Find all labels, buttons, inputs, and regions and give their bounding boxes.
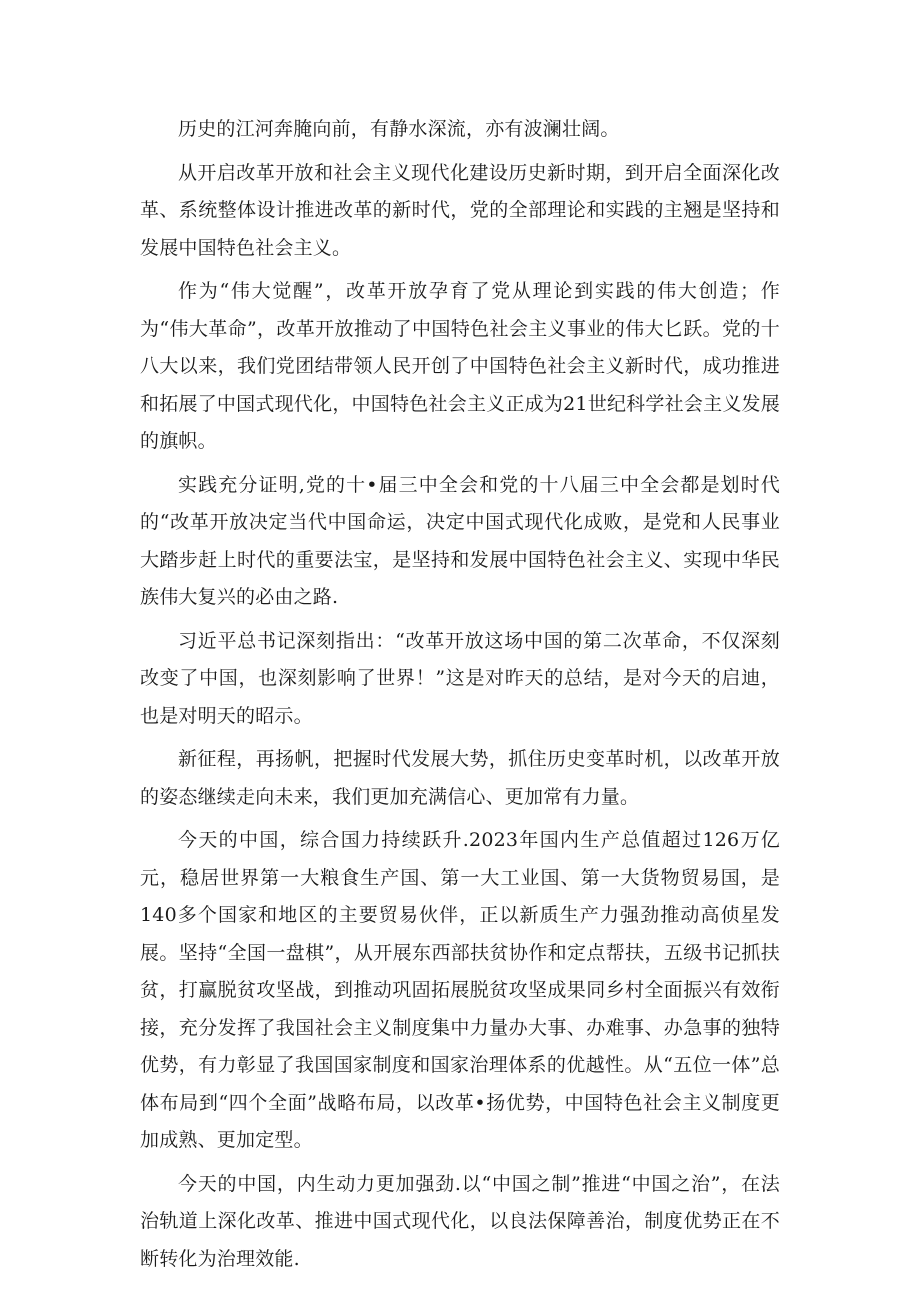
paragraph-7: 今天的中国，综合国力持续跃升.2023年国内生产总值超过126万亿元，稳居世界第一大粮食生产国、第一大工业国、第一大货物贸易国，是140多个国家和地区的主要贸易伙伴，正以新质生产力强劲推动高侦星发展。坚持“全国一盘棋”，从开展东西部扶贫协作和定点帮扶，五级书记抓扶贫，打赢脱贫攻坚战，到推动巩固拓展脱贫攻坚成果同乡村全面振兴有效衔接，充分发挥了我国社会主义制度集中力量办大事、办难事、办急事的独特优势，有力彰显了我国国家制度和国家治理体系的优越性。从“五位一体”总体布局到“四个全面”战略布局，以改革•扬优势，中国特色社会主义制度更加成熟、更加定型。 (140, 829, 780, 1151)
paragraph-2: 从开启改革开放和社会主义现代化建设历史新时期，到开启全面深化改革、系统整体设计推进改革的新时代，党的全部理论和实践的主翘是坚持和发展中国特色社会主义。 (140, 161, 780, 259)
paragraph-4: 实践充分证明,党的十•届三中全会和党的十八届三中全会都是划时代的“改革开放决定当代中国命运，决定中国式现代化成败，是党和人民事业大踏步赶上时代的重要法宝，是坚持和发展中国特色社会主义、实现中华民族伟大复兴的必由之路. (140, 473, 780, 608)
paragraph-6: 新征程，再扬帆，把握时代发展大势，抓住历史变革时机，以改革开放的姿态继续走向未来，我们更加充满信心、更加常有力量。 (140, 748, 780, 808)
paragraph-3: 作为“伟大觉醒”，改革开放孕育了党从理论到实践的伟大创造；作为“伟大革命”，改革开放推动了中国特色社会主义事业的伟大匕跃。党的十八大以来，我们党团结带领人民开创了中国特色社会主义新时代，成功推进和拓展了中国式现代化，中国特色社会主义正成为21世纪科学社会主义发展的旗帜。 (140, 280, 780, 452)
paragraph-5: 习近平总书记深刻指出：“改革开放这场中国的第二次革命，不仅深刻改变了中国，也深刻影响了世界！”这是对昨天的总结，是对今天的启迪，也是对明天的昭示。 (140, 629, 780, 727)
paragraph-1: 历史的江河奔腌向前，有静水深流，亦有波澜壮阔。 (178, 118, 620, 140)
article-body (140, 111, 780, 1284)
paragraph-8: 今天的中国，内生动力更加强劲.以“中国之制”推进“中国之治”，在法治轨道上深化改革、推进中国式现代化，以良法保障善治，制度优势正在不断转化为治理效能. (140, 1172, 780, 1270)
